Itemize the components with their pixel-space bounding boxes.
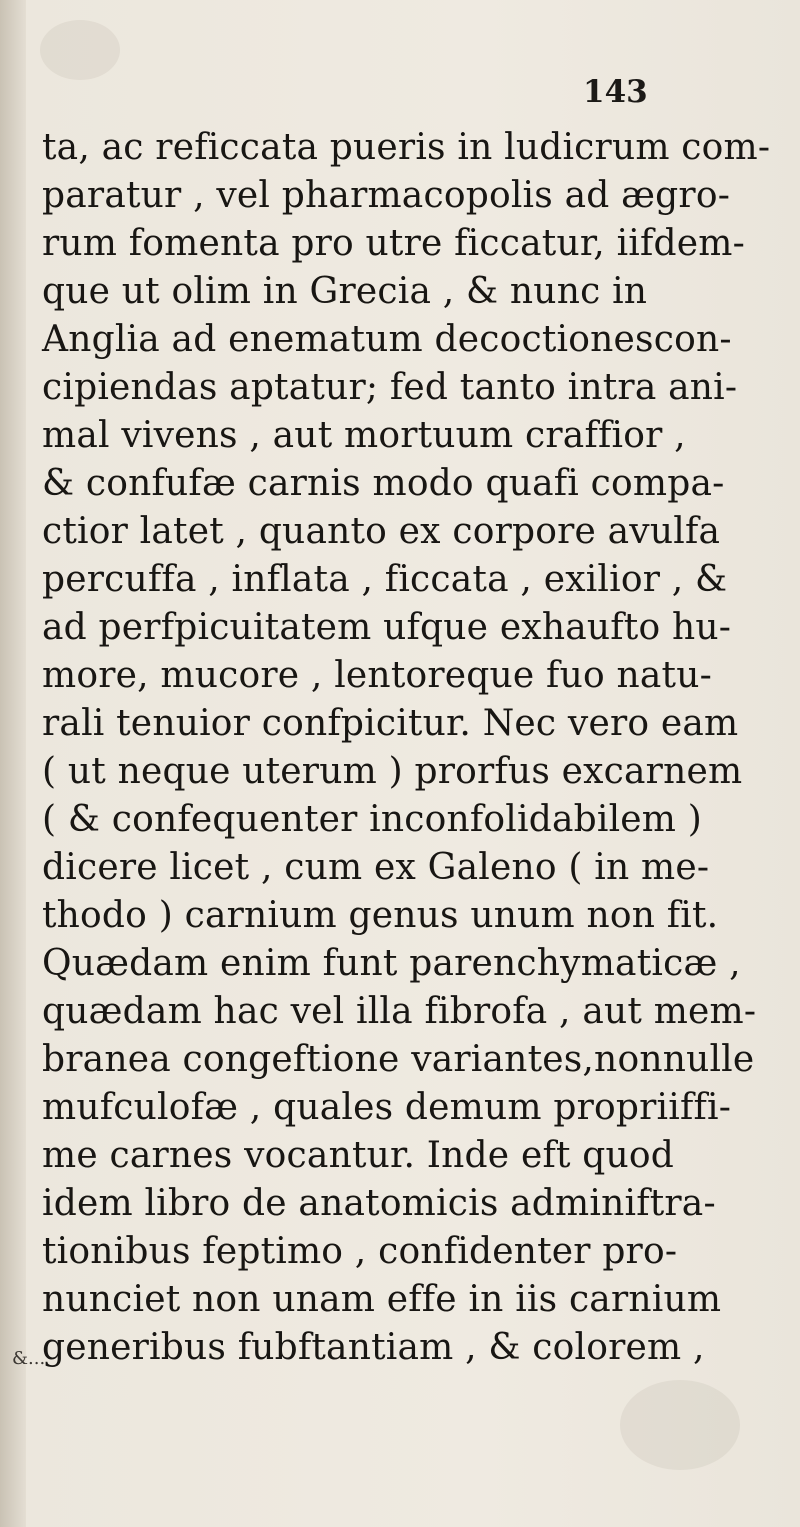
page-gutter	[0, 0, 26, 1527]
text-line: Quædam enim funt parenchymaticæ ,	[42, 943, 741, 984]
text-line: thodo ) carnium genus unum non fit.	[42, 895, 719, 936]
text-line: ( & confequenter inconfolidabilem )	[42, 799, 703, 840]
text-line: idem libro de anatomicis adminiftra-	[42, 1183, 716, 1224]
paper-stain	[620, 1380, 740, 1470]
bottom-fragment: &...	[12, 1348, 46, 1369]
text-line: ctior latet , quanto ex corpore avulfa	[42, 511, 721, 552]
text-line: mufculofæ , quales demum propriiffi-	[42, 1087, 732, 1128]
text-line: me carnes vocantur. Inde eft quod	[42, 1135, 675, 1176]
text-line: Anglia ad enematum decoctionescon-	[42, 319, 732, 360]
text-line: ad perfpicuitatem ufque exhaufto hu-	[42, 607, 732, 648]
text-line: ( ut neque uterum ) prorfus excarnem	[42, 751, 743, 792]
text-line: percuffa , inflata , ficcata , exilior , &	[42, 559, 728, 600]
text-line: branea congeftione variantes,nonnulle	[42, 1039, 755, 1080]
text-line: paratur , vel pharmacopolis ad ægro-	[42, 175, 731, 216]
text-line: more, mucore , lentoreque fuo natu-	[42, 655, 712, 696]
paper-stain	[40, 20, 120, 80]
text-line: dicere licet , cum ex Galeno ( in me-	[42, 847, 710, 888]
text-line: nunciet non unam effe in iis carnium	[42, 1279, 722, 1320]
text-line: tionibus feptimo , confidenter pro-	[42, 1231, 678, 1272]
text-line: generibus fubftantiam , & colorem ,	[42, 1327, 705, 1368]
text-line: quædam hac vel illa fibrofa , aut mem-	[42, 991, 757, 1032]
text-line: & confufæ carnis modo quafi compa-	[42, 463, 725, 504]
text-line: rali tenuior confpicitur. Nec vero eam	[42, 703, 739, 744]
text-line: rum fomenta pro utre ficcatur, iifdem-	[42, 223, 745, 264]
text-line: mal vivens , aut mortuum craffior ,	[42, 415, 686, 456]
page-number: 143	[583, 74, 648, 110]
text-line: que ut olim in Grecia , & nunc in	[42, 271, 648, 312]
text-line: ta, ac reficcata pueris in ludicrum com-	[42, 127, 771, 168]
text-line: cipiendas aptatur; fed tanto intra ani-	[42, 367, 738, 408]
